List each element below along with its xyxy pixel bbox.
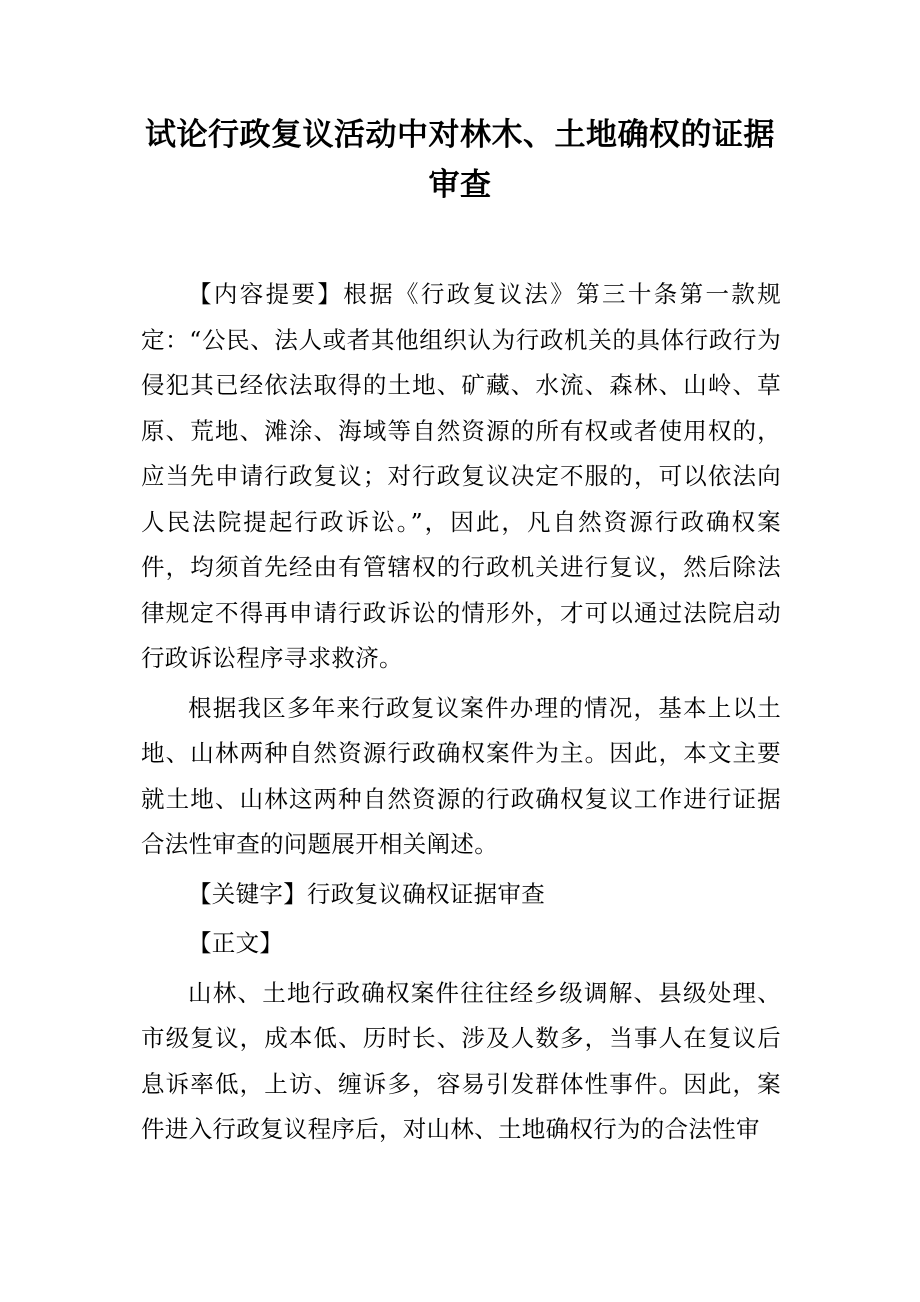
- abstract-paragraph: 【内容提要】根据《行政复议法》第三十条第一款规定：“公民、法人或者其他组织认为行政机关的具体行政行为侵犯其已经依法取得的土地、矿藏、水流、森林、山岭、草原、荒地、滩涂、海域等自然资源的所有权或者使用权的，应当先申请行政复议；对行政复议决定不服的，可以依法向人民法院提起行政诉讼。”，因此，凡自然资源行政确权案件，均须首先经由有管辖权的行政机关进行复议，然后除法律规定不得再申请行政诉讼的情形外，才可以通过法院启动行政诉讼程序寻求救济。: [141, 280, 781, 672]
- document-body: [141, 272, 781, 1157]
- main-text-heading: 【正文】: [188, 929, 284, 957]
- abstract-continuation-paragraph: 根据我区多年来行政复议案件办理的情况，基本上以土地、山林两种自然资源行政确权案件为主。因此，本文主要就土地、山林这两种自然资源的行政确权复议工作进行证据合法性审查的问题展开相关阐述。: [141, 693, 781, 858]
- document-title: 试论行政复议活动中对林木、土地确权的证据审查: [145, 117, 775, 203]
- keywords-paragraph: 【关键字】行政复议确权证据审查: [188, 879, 545, 908]
- main-text-paragraph: 山林、土地行政确权案件往往经乡级调解、县级处理、市级复议，成本低、历时长、涉及人数多，当事人在复议后息诉率低，上访、缠诉多，容易引发群体性事件。因此，案件进入行政复议程序后，对山林、土地确权行为的合法性审: [141, 978, 781, 1143]
